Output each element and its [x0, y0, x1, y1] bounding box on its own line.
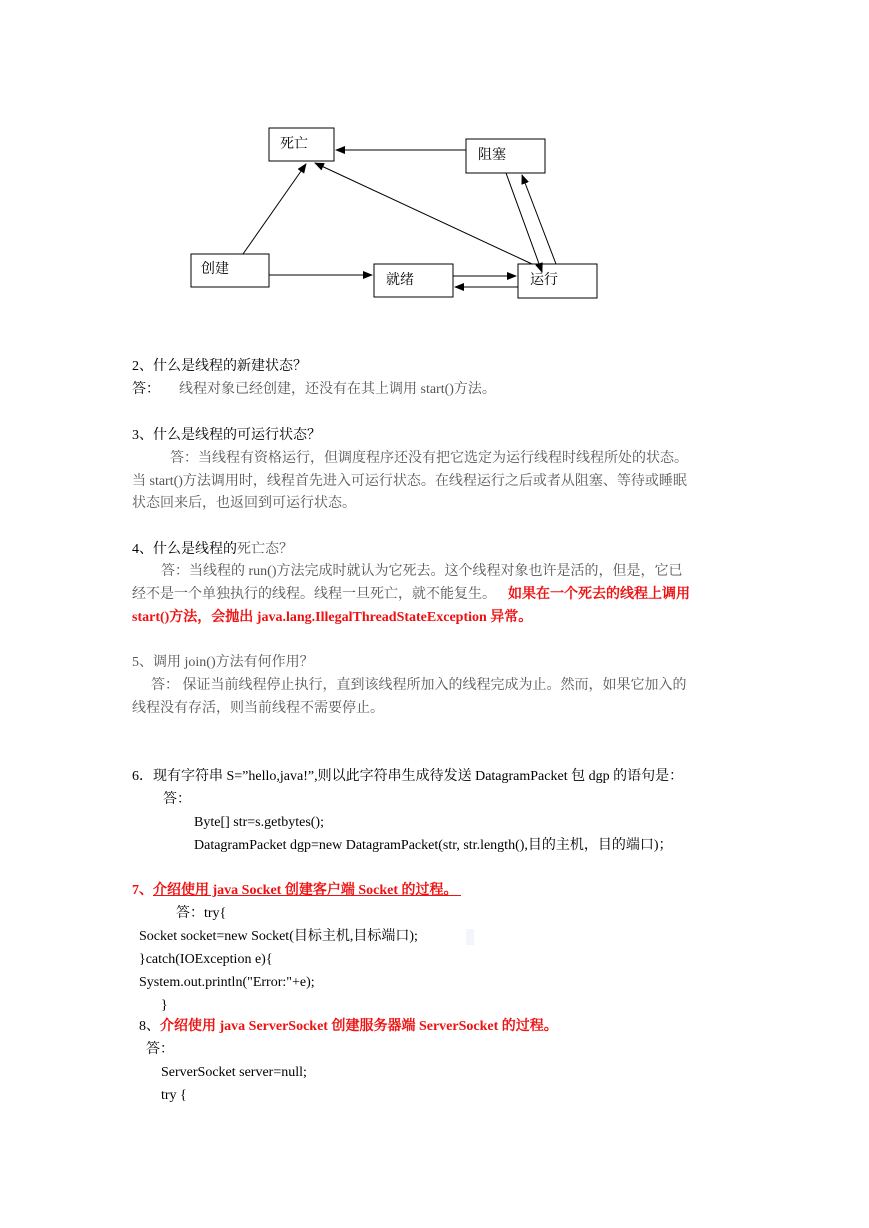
q8-code-2: try {: [161, 1088, 187, 1103]
q3-line-2: 当 start()方法调用时，线程首先进入可运行状态。在线程运行之后或者从阻塞、等待或睡眠: [132, 474, 687, 489]
q2-answer: 线程对象已经创建，还没有在其上调用 start()方法。: [179, 382, 496, 397]
q3-line-3: 状态回来后，也返回到可运行状态。: [132, 496, 356, 511]
node-running-label: 运行: [530, 273, 558, 288]
q7-answer: 答：try{: [176, 906, 227, 921]
q2-title: 2、什么是线程的新建状态？: [132, 359, 307, 374]
q5-line-2: 线程没有存活，则当前线程不需要停止。: [132, 701, 384, 716]
arrow-running-to-blocked: [522, 175, 556, 264]
node-dead-label: 死亡: [280, 137, 308, 152]
arrow-blocked-to-running: [506, 173, 542, 272]
arrow-running-to-dead: [315, 163, 532, 264]
q4-line-2: [132, 585, 690, 605]
cursor-artifact: [466, 929, 474, 945]
q2-answer-label: 答：: [132, 382, 160, 397]
q6-title: 6．现有字符串 S=”hello,java!”,则以此字符串生成待发送 DatagramPacket 包 dgp 的语句是：: [132, 769, 684, 784]
node-ready-label: 就绪: [386, 273, 414, 288]
q6-answer-label: 答：: [163, 792, 191, 807]
q4-title-b: 死亡态？: [237, 542, 293, 557]
q3-line-1: 答：当线程有资格运行，但调度程序还没有把它选定为运行线程时线程所处的状态。: [170, 451, 688, 466]
diagram-lines: [0, 0, 869, 330]
q8-code-1: ServerSocket server=null;: [161, 1065, 307, 1080]
q8-number: 8、: [139, 1019, 160, 1034]
q3-title: 3、什么是线程的可运行状态？: [132, 428, 321, 443]
q4-title: [132, 540, 293, 560]
q8-answer-label: 答：: [146, 1042, 174, 1057]
q4-line-2-red: 如果在一个死去的线程上调用: [508, 587, 690, 602]
q7-code-2: }catch(IOException e){: [139, 952, 273, 967]
node-create-label: 创建: [201, 262, 229, 277]
q7-title-text: 介绍使用 java Socket 创建客户端 Socket 的过程。: [153, 883, 458, 898]
q4-title-a: 4、什么是线程的: [132, 542, 237, 557]
q7-number: 7、: [132, 883, 153, 898]
q7-title: [132, 881, 461, 901]
node-blocked-label: 阻塞: [478, 148, 506, 163]
q6-code-2: DatagramPacket dgp=new DatagramPacket(str, str.length(),目的主机，目的端口)；: [194, 838, 673, 853]
q6-code-1: Byte[] str=s.getbytes();: [194, 815, 324, 830]
q8-title-text: 介绍使用 java ServerSocket 创建服务器端 ServerSocket 的过程。: [160, 1019, 558, 1034]
q5-line-1: 答： 保证当前线程停止执行，直到该线程所加入的线程完成为止。然而，如果它加入的: [151, 678, 687, 693]
q4-line-2-gray: 经不是一个单独执行的线程。线程一旦死亡，就不能复生。: [132, 587, 496, 602]
q4-line-1: 答：当线程的 run()方法完成时就认为它死去。这个线程对象也许是活的，但是，它已: [161, 564, 683, 579]
q4-line-3: start()方法，会抛出 java.lang.IllegalThreadStateException 异常。: [132, 610, 533, 625]
q5-title: 5、调用 join()方法有何作用？: [132, 655, 314, 670]
arrow-create-to-dead: [243, 164, 306, 254]
q7-code-3: System.out.println("Error:"+e);: [139, 975, 315, 990]
q8-title: [139, 1017, 558, 1037]
q7-code-1: Socket socket=new Socket(目标主机,目标端口);: [139, 929, 418, 944]
q7-code-4: }: [161, 998, 168, 1013]
